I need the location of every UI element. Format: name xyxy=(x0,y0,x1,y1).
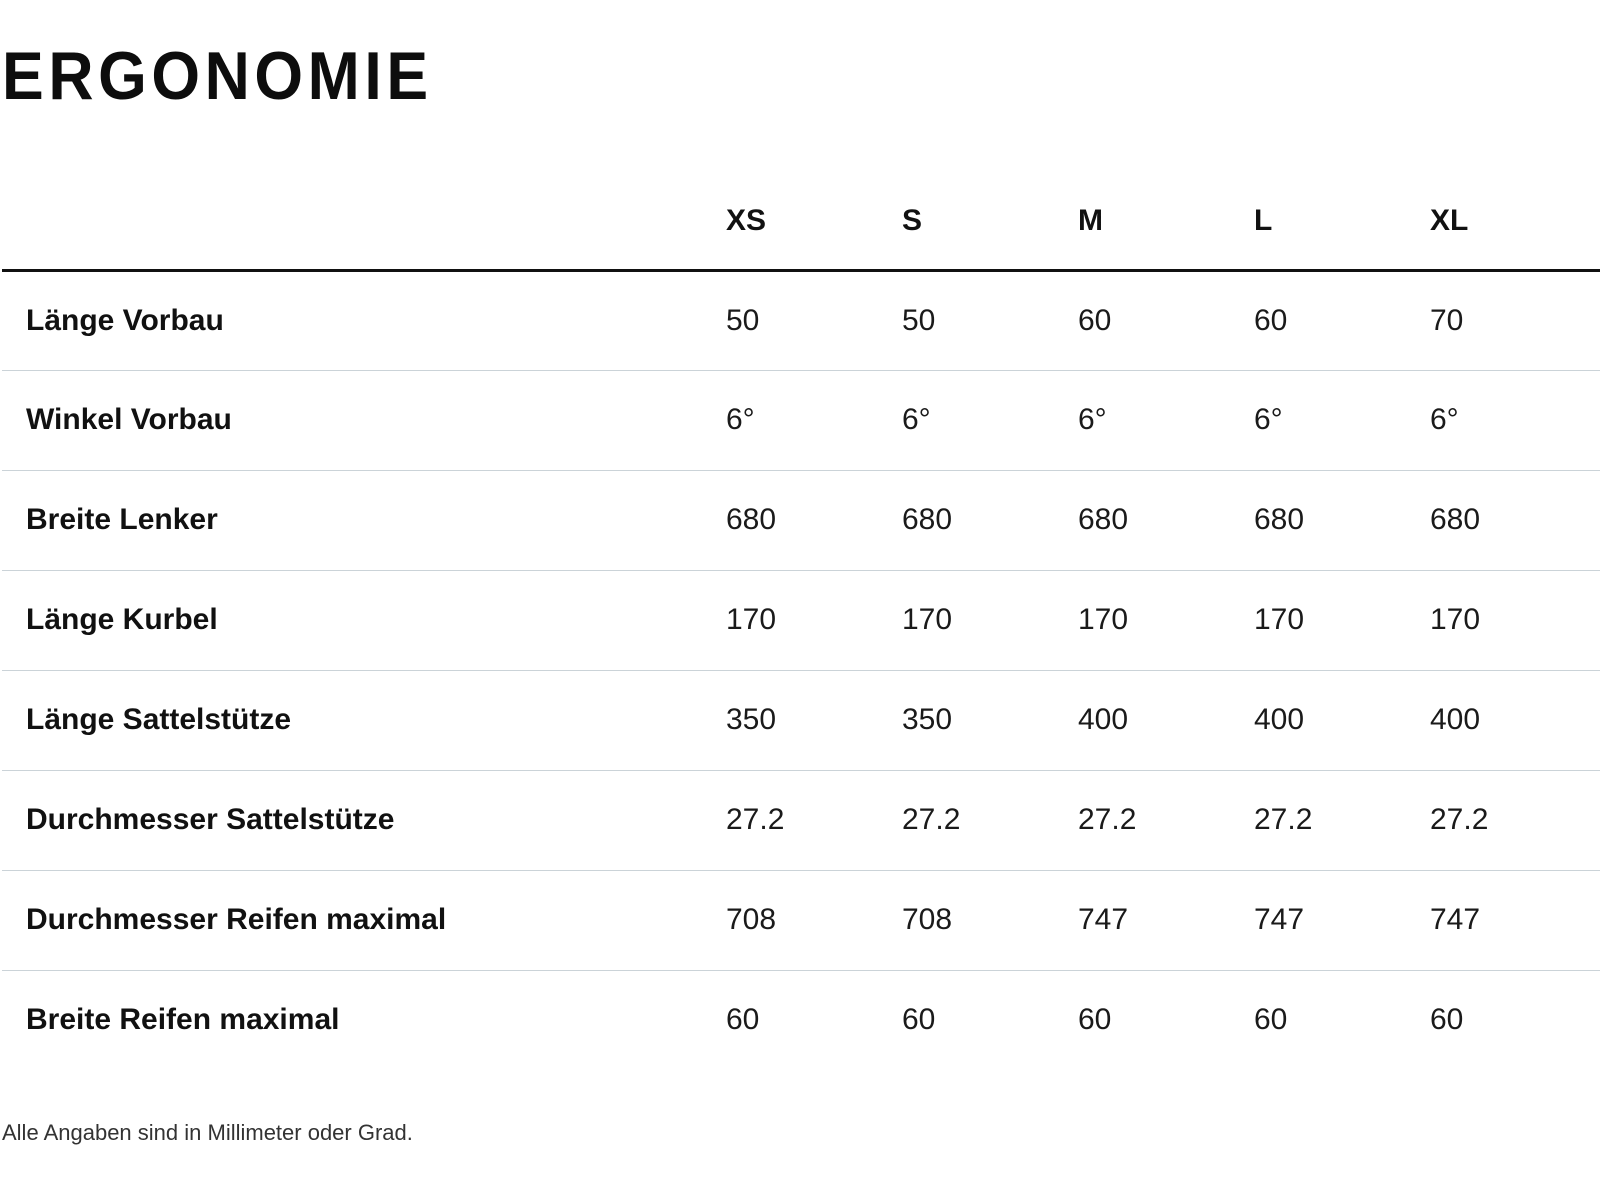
table-cell: 747 xyxy=(1430,903,1481,936)
table-cell: 400 xyxy=(1430,703,1481,736)
table-cell: 50 xyxy=(726,303,760,337)
size-header-l: L xyxy=(1254,204,1273,238)
table-cell: 60 xyxy=(1254,303,1288,337)
table-cell: 680 xyxy=(1078,503,1129,536)
table-cell: 680 xyxy=(1254,503,1305,536)
size-header-s: S xyxy=(902,204,923,238)
row-label: Durchmesser Reifen maximal xyxy=(26,903,447,936)
page-title: ERGONOMIE xyxy=(2,38,433,114)
table-cell: 6° xyxy=(726,403,755,436)
footnote: Alle Angaben sind in Millimeter oder Grad. xyxy=(2,1120,413,1145)
table-row xyxy=(2,270,1600,370)
table-cell: 747 xyxy=(1078,903,1129,936)
table-cell: 680 xyxy=(726,503,777,536)
table-cell: 60 xyxy=(726,1003,760,1037)
size-header-m: M xyxy=(1078,204,1103,238)
table-row xyxy=(2,570,1600,670)
table-cell: 60 xyxy=(1430,1003,1464,1037)
table-row xyxy=(2,670,1600,770)
size-header-xl: XL xyxy=(1430,204,1469,238)
table-row xyxy=(2,870,1600,970)
table-cell: 170 xyxy=(1430,603,1481,636)
table-cell: 27.2 xyxy=(1430,803,1489,836)
table-cell: 6° xyxy=(1078,403,1107,436)
header-empty-cell xyxy=(2,170,726,270)
table-cell: 708 xyxy=(902,903,953,936)
row-label: Breite Reifen maximal xyxy=(26,1003,340,1037)
row-label: Länge Kurbel xyxy=(26,603,218,636)
table-row xyxy=(2,470,1600,570)
row-label: Breite Lenker xyxy=(26,503,218,536)
table-cell: 60 xyxy=(902,1003,936,1037)
table-cell: 6° xyxy=(902,403,931,436)
table-cell: 708 xyxy=(726,903,777,936)
table-cell: 680 xyxy=(902,503,953,536)
table-cell: 680 xyxy=(1430,503,1481,536)
table-cell: 60 xyxy=(1078,303,1112,337)
row-label: Länge Vorbau xyxy=(26,303,224,337)
table-cell: 400 xyxy=(1254,703,1305,736)
table-row xyxy=(2,370,1600,470)
table-cell: 27.2 xyxy=(902,803,961,836)
table-cell: 27.2 xyxy=(1078,803,1137,836)
table-cell: 60 xyxy=(1254,1003,1288,1037)
table-cell: 6° xyxy=(1430,403,1459,436)
table-cell: 70 xyxy=(1430,303,1464,337)
table-cell: 350 xyxy=(726,703,777,736)
table-row xyxy=(2,970,1600,1070)
table-cell: 6° xyxy=(1254,403,1283,436)
table-cell: 400 xyxy=(1078,703,1129,736)
table-cell: 170 xyxy=(726,603,777,636)
row-label: Durchmesser Sattelstütze xyxy=(26,803,395,836)
table-cell: 50 xyxy=(902,303,936,337)
size-header-xs: XS xyxy=(726,204,767,238)
table-cell: 27.2 xyxy=(726,803,785,836)
table-row xyxy=(2,770,1600,870)
table-cell: 170 xyxy=(1078,603,1129,636)
table-header-row xyxy=(2,170,1600,270)
row-label: Winkel Vorbau xyxy=(26,403,232,436)
table-cell: 350 xyxy=(902,703,953,736)
row-label: Länge Sattelstütze xyxy=(26,703,292,736)
table-cell: 747 xyxy=(1254,903,1305,936)
ergonomics-table xyxy=(2,170,1600,1070)
table-cell: 170 xyxy=(902,603,953,636)
table-cell: 170 xyxy=(1254,603,1305,636)
table-cell: 60 xyxy=(1078,1003,1112,1037)
table-cell: 27.2 xyxy=(1254,803,1313,836)
